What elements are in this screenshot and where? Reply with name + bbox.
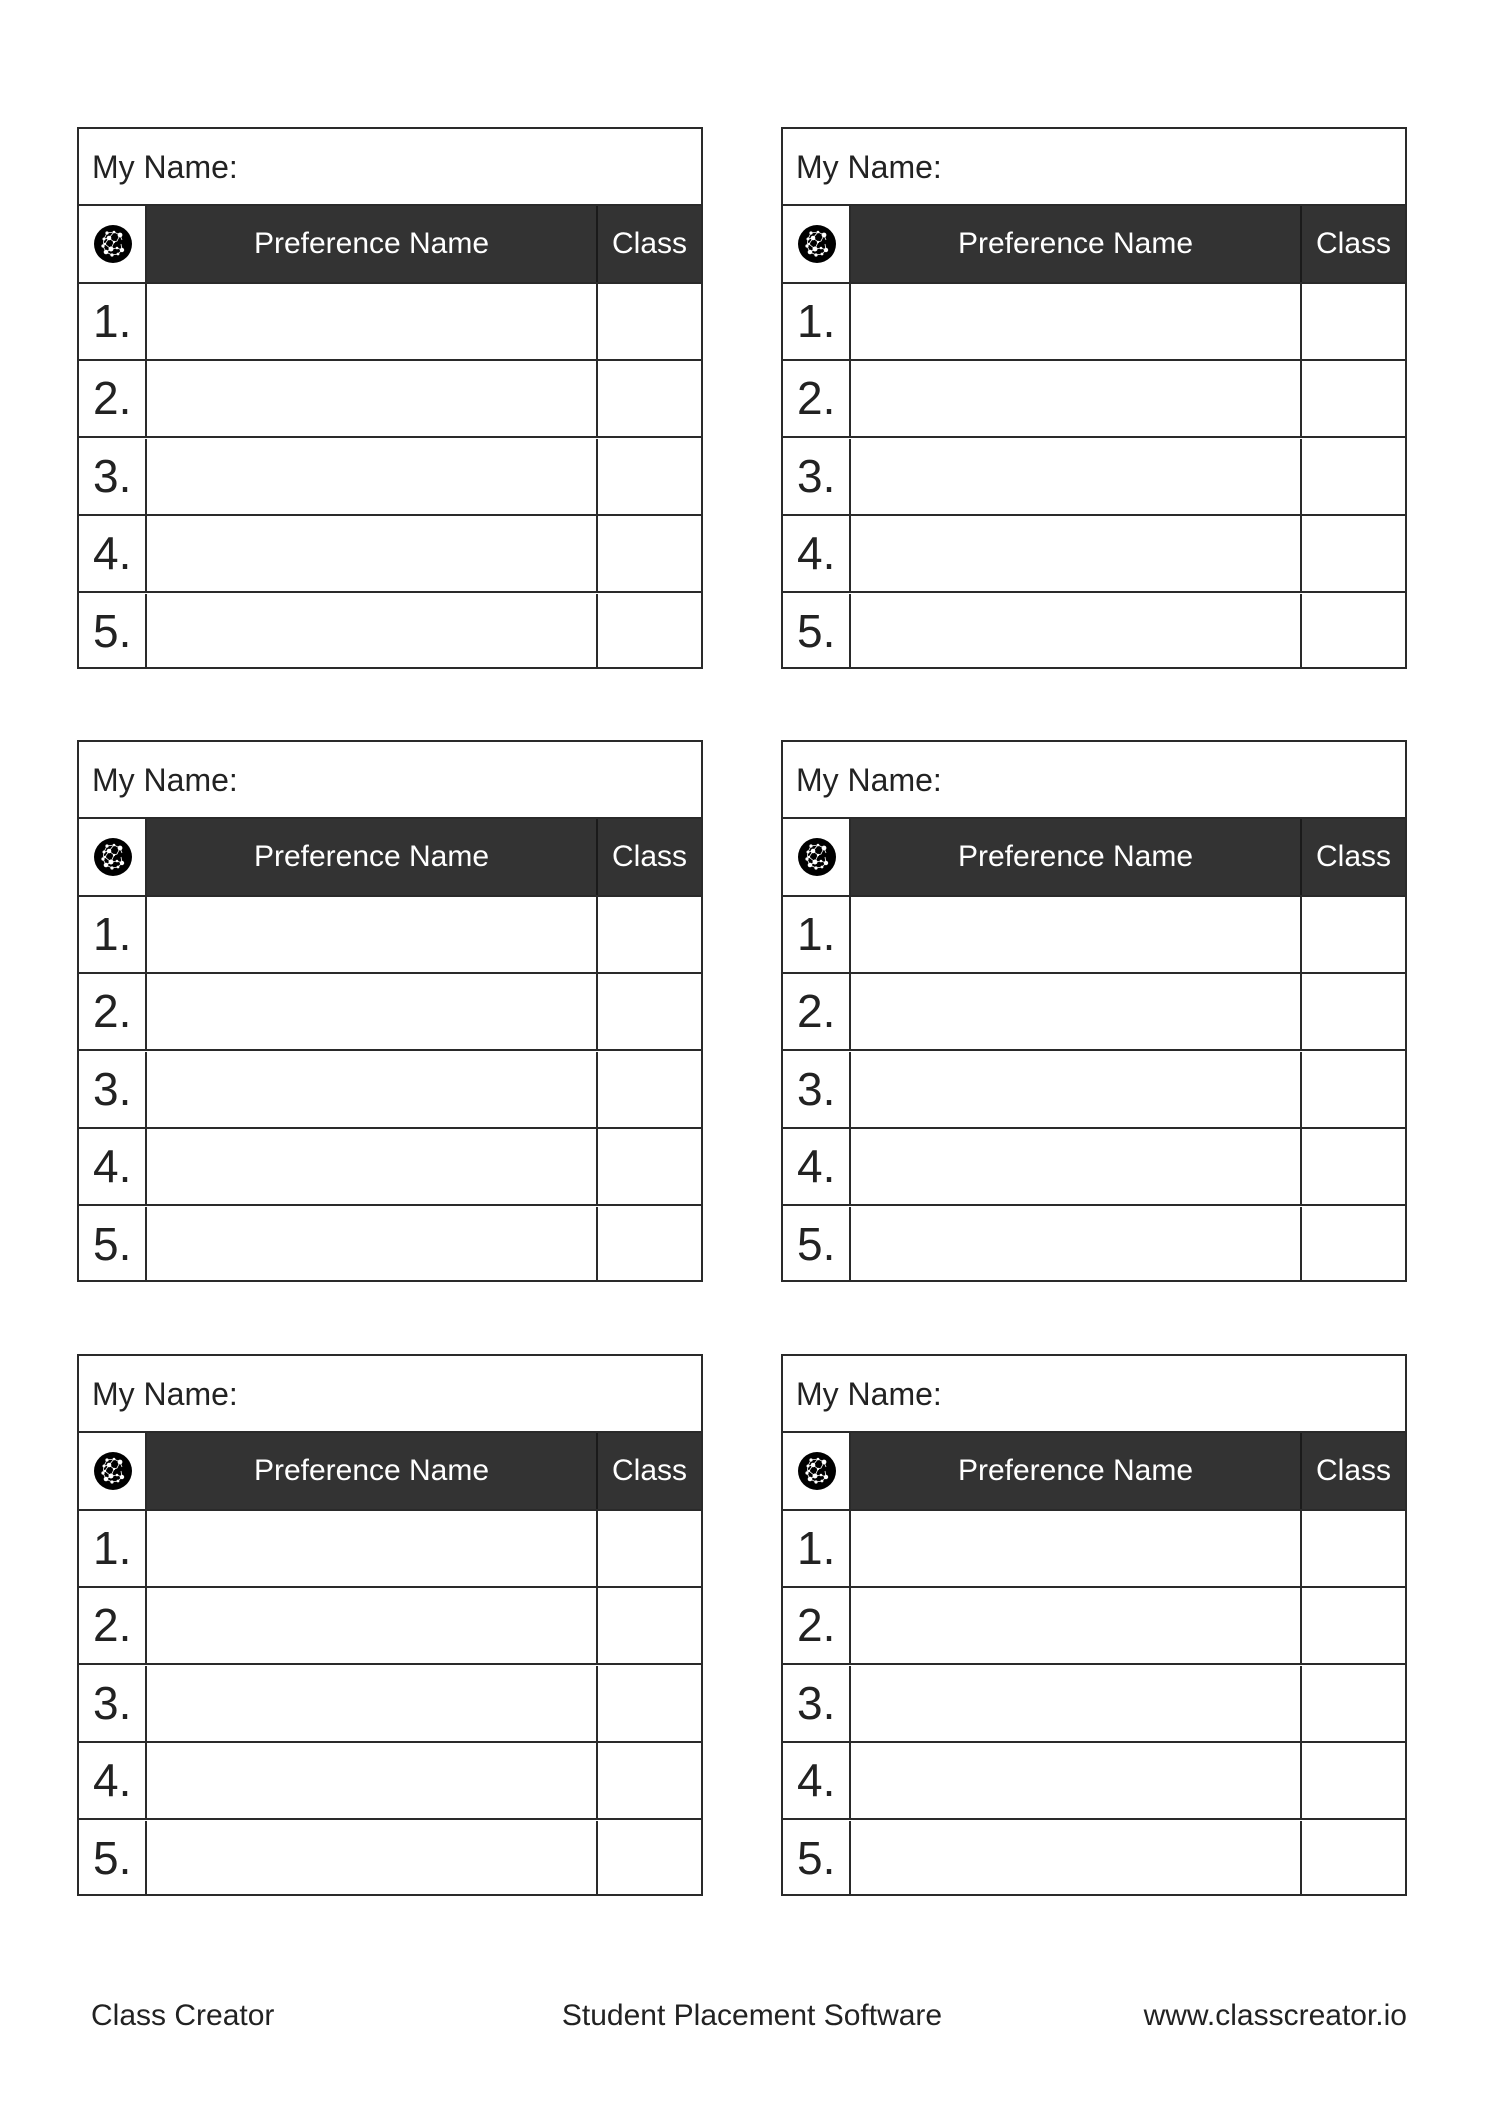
table-row bbox=[79, 1207, 701, 1284]
preference-name-cell[interactable] bbox=[147, 1821, 598, 1896]
row-number-cell bbox=[79, 1207, 147, 1282]
preference-name-cell[interactable] bbox=[147, 1511, 598, 1586]
logo-cell bbox=[79, 206, 147, 282]
row-number: 1. bbox=[797, 908, 836, 960]
row-number: 1. bbox=[93, 908, 132, 960]
table-header bbox=[79, 819, 701, 897]
row-number-cell bbox=[783, 1129, 851, 1204]
row-number: 5. bbox=[797, 1218, 836, 1270]
table-row bbox=[79, 1821, 701, 1898]
row-number: 1. bbox=[797, 295, 836, 347]
preference-name-cell[interactable] bbox=[851, 516, 1302, 591]
table-row bbox=[79, 1511, 701, 1588]
class-cell[interactable] bbox=[1302, 439, 1405, 514]
table-row bbox=[79, 1588, 701, 1665]
row-number-cell bbox=[79, 1129, 147, 1204]
footer-website-link[interactable]: www.classcreator.io bbox=[1143, 1999, 1407, 2032]
row-number: 3. bbox=[797, 450, 836, 502]
class-header: Class bbox=[598, 1433, 701, 1509]
table-row bbox=[783, 284, 1405, 361]
row-number: 2. bbox=[93, 372, 132, 424]
row-number: 3. bbox=[93, 1063, 132, 1115]
preference-name-header: Preference Name bbox=[851, 819, 1302, 895]
preference-name-cell[interactable] bbox=[851, 1129, 1302, 1204]
row-number: 2. bbox=[93, 1599, 132, 1651]
table-row bbox=[79, 1666, 701, 1743]
row-number: 3. bbox=[93, 450, 132, 502]
preference-name-cell[interactable] bbox=[851, 1821, 1302, 1896]
class-header: Class bbox=[1302, 206, 1405, 282]
class-creator-logo-icon bbox=[93, 224, 133, 264]
table-header bbox=[79, 1433, 701, 1511]
class-cell[interactable] bbox=[1302, 974, 1405, 1049]
preference-name-cell[interactable] bbox=[147, 361, 598, 436]
row-number: 2. bbox=[797, 985, 836, 1037]
table-row bbox=[79, 284, 701, 361]
row-number-cell bbox=[79, 1588, 147, 1663]
table-row bbox=[783, 974, 1405, 1051]
row-number-cell bbox=[79, 1511, 147, 1586]
class-cell[interactable] bbox=[1302, 1666, 1405, 1741]
class-cell[interactable] bbox=[598, 1129, 701, 1204]
table-row bbox=[79, 594, 701, 671]
my-name-field[interactable] bbox=[783, 742, 1405, 819]
class-cell[interactable] bbox=[598, 516, 701, 591]
row-number-cell bbox=[79, 974, 147, 1049]
class-cell[interactable] bbox=[598, 1743, 701, 1818]
row-number: 4. bbox=[797, 1754, 836, 1806]
table-row bbox=[783, 1207, 1405, 1284]
row-number: 2. bbox=[93, 985, 132, 1037]
row-number-cell bbox=[783, 1052, 851, 1127]
preference-name-cell[interactable] bbox=[147, 1207, 598, 1282]
table-row bbox=[783, 1511, 1405, 1588]
class-cell[interactable] bbox=[598, 1588, 701, 1663]
preference-name-cell[interactable] bbox=[147, 516, 598, 591]
class-cell[interactable] bbox=[598, 1666, 701, 1741]
row-number: 3. bbox=[797, 1063, 836, 1115]
row-number: 2. bbox=[797, 372, 836, 424]
logo-cell bbox=[783, 819, 851, 895]
row-number-cell bbox=[783, 1588, 851, 1663]
row-number-cell bbox=[783, 439, 851, 514]
row-number-cell bbox=[783, 361, 851, 436]
class-cell[interactable] bbox=[598, 1511, 701, 1586]
my-name-field[interactable] bbox=[79, 129, 701, 206]
preference-name-header: Preference Name bbox=[851, 1433, 1302, 1509]
class-creator-logo-icon bbox=[93, 837, 133, 877]
table-row bbox=[79, 361, 701, 438]
row-number: 4. bbox=[93, 527, 132, 579]
row-number: 1. bbox=[93, 1522, 132, 1574]
row-number-cell bbox=[783, 1666, 851, 1741]
table-row bbox=[783, 897, 1405, 974]
class-cell[interactable] bbox=[1302, 1052, 1405, 1127]
table-row bbox=[783, 516, 1405, 593]
table-header bbox=[783, 206, 1405, 284]
table-row bbox=[783, 1821, 1405, 1898]
table-header bbox=[783, 819, 1405, 897]
row-number-cell bbox=[79, 1821, 147, 1896]
row-number-cell bbox=[79, 897, 147, 972]
preference-name-cell[interactable] bbox=[147, 284, 598, 359]
row-number-cell bbox=[79, 1666, 147, 1741]
preference-name-cell[interactable] bbox=[147, 1743, 598, 1818]
class-cell[interactable] bbox=[598, 439, 701, 514]
footer-tagline-text: Student Placement Software bbox=[561, 1999, 943, 2032]
class-cell[interactable] bbox=[1302, 516, 1405, 591]
table-row bbox=[783, 1052, 1405, 1129]
preference-name-cell[interactable] bbox=[147, 439, 598, 514]
preference-card bbox=[781, 127, 1407, 669]
my-name-field[interactable] bbox=[79, 742, 701, 819]
row-number: 5. bbox=[93, 605, 132, 657]
logo-cell bbox=[79, 1433, 147, 1509]
row-number: 1. bbox=[93, 295, 132, 347]
row-number-cell bbox=[783, 1207, 851, 1282]
class-cell[interactable] bbox=[1302, 361, 1405, 436]
preference-name-cell[interactable] bbox=[147, 1588, 598, 1663]
row-number-cell bbox=[783, 594, 851, 669]
preference-name-cell[interactable] bbox=[851, 1743, 1302, 1818]
class-creator-logo-icon bbox=[797, 1451, 837, 1491]
table-row bbox=[783, 1666, 1405, 1743]
my-name-label: My Name: bbox=[92, 1376, 238, 1412]
class-header: Class bbox=[598, 206, 701, 282]
table-row bbox=[79, 1743, 701, 1820]
my-name-label: My Name: bbox=[92, 149, 238, 185]
class-cell[interactable] bbox=[1302, 1129, 1405, 1204]
class-header: Class bbox=[1302, 1433, 1405, 1509]
row-number: 4. bbox=[93, 1140, 132, 1192]
class-cell[interactable] bbox=[1302, 1511, 1405, 1586]
preference-name-header: Preference Name bbox=[147, 1433, 598, 1509]
my-name-label: My Name: bbox=[796, 149, 942, 185]
class-cell[interactable] bbox=[1302, 284, 1405, 359]
class-cell[interactable] bbox=[1302, 1588, 1405, 1663]
table-row bbox=[783, 594, 1405, 671]
preference-card bbox=[77, 127, 703, 669]
class-cell[interactable] bbox=[598, 1821, 701, 1896]
row-number-cell bbox=[79, 516, 147, 591]
table-header bbox=[783, 1433, 1405, 1511]
table-row bbox=[79, 974, 701, 1051]
logo-cell bbox=[79, 819, 147, 895]
table-row bbox=[79, 516, 701, 593]
class-creator-logo-icon bbox=[797, 837, 837, 877]
class-header: Class bbox=[1302, 819, 1405, 895]
class-cell[interactable] bbox=[1302, 897, 1405, 972]
row-number: 4. bbox=[797, 1140, 836, 1192]
class-cell[interactable] bbox=[598, 594, 701, 669]
preference-name-header: Preference Name bbox=[851, 206, 1302, 282]
preference-name-cell[interactable] bbox=[851, 897, 1302, 972]
row-number: 5. bbox=[797, 1832, 836, 1884]
row-number-cell bbox=[79, 594, 147, 669]
row-number-cell bbox=[783, 1511, 851, 1586]
row-number: 3. bbox=[797, 1677, 836, 1729]
my-name-label: My Name: bbox=[796, 1376, 942, 1412]
preference-name-cell[interactable] bbox=[851, 1052, 1302, 1127]
row-number: 4. bbox=[797, 527, 836, 579]
row-number: 3. bbox=[93, 1677, 132, 1729]
preference-name-cell[interactable] bbox=[147, 594, 598, 669]
logo-cell bbox=[783, 206, 851, 282]
row-number-cell bbox=[79, 1052, 147, 1127]
preference-name-cell[interactable] bbox=[851, 361, 1302, 436]
table-row bbox=[783, 1743, 1405, 1820]
preference-name-cell[interactable] bbox=[851, 1207, 1302, 1282]
preference-name-cell[interactable] bbox=[851, 1511, 1302, 1586]
row-number-cell bbox=[783, 284, 851, 359]
preference-name-header: Preference Name bbox=[147, 819, 598, 895]
table-row bbox=[79, 439, 701, 516]
table-row bbox=[783, 439, 1405, 516]
preference-name-cell[interactable] bbox=[147, 1052, 598, 1127]
preference-name-cell[interactable] bbox=[851, 439, 1302, 514]
my-name-label: My Name: bbox=[92, 762, 238, 798]
row-number-cell bbox=[79, 439, 147, 514]
table-row bbox=[783, 1129, 1405, 1206]
class-cell[interactable] bbox=[598, 974, 701, 1049]
table-row bbox=[783, 1588, 1405, 1665]
preference-name-cell[interactable] bbox=[851, 1588, 1302, 1663]
class-header: Class bbox=[598, 819, 701, 895]
preference-name-cell[interactable] bbox=[851, 974, 1302, 1049]
class-cell[interactable] bbox=[598, 1052, 701, 1127]
class-cell[interactable] bbox=[1302, 1821, 1405, 1896]
logo-cell bbox=[783, 1433, 851, 1509]
my-name-label: My Name: bbox=[796, 762, 942, 798]
row-number: 4. bbox=[93, 1754, 132, 1806]
preference-name-cell[interactable] bbox=[147, 1129, 598, 1204]
row-number-cell bbox=[783, 897, 851, 972]
my-name-field[interactable] bbox=[783, 129, 1405, 206]
footer-brand: Class Creator bbox=[91, 1999, 275, 2032]
class-cell[interactable] bbox=[598, 361, 701, 436]
row-number: 2. bbox=[797, 1599, 836, 1651]
row-number-cell bbox=[79, 284, 147, 359]
preference-card bbox=[77, 1354, 703, 1896]
class-creator-logo-icon bbox=[93, 1451, 133, 1491]
table-row bbox=[783, 361, 1405, 438]
table-row bbox=[79, 897, 701, 974]
class-cell[interactable] bbox=[1302, 594, 1405, 669]
class-cell[interactable] bbox=[598, 897, 701, 972]
row-number-cell bbox=[783, 1743, 851, 1818]
row-number-cell bbox=[783, 1821, 851, 1896]
row-number: 1. bbox=[797, 1522, 836, 1574]
row-number: 5. bbox=[93, 1832, 132, 1884]
table-row bbox=[79, 1129, 701, 1206]
row-number-cell bbox=[783, 974, 851, 1049]
preference-name-cell[interactable] bbox=[851, 594, 1302, 669]
preference-name-cell[interactable] bbox=[147, 897, 598, 972]
preference-name-header: Preference Name bbox=[147, 206, 598, 282]
class-cell[interactable] bbox=[598, 284, 701, 359]
class-cell[interactable] bbox=[598, 1207, 701, 1282]
my-name-field[interactable] bbox=[79, 1356, 701, 1433]
row-number-cell bbox=[79, 361, 147, 436]
row-number-cell bbox=[79, 1743, 147, 1818]
preference-name-cell[interactable] bbox=[147, 974, 598, 1049]
preference-card bbox=[781, 740, 1407, 1282]
my-name-field[interactable] bbox=[783, 1356, 1405, 1433]
row-number: 5. bbox=[93, 1218, 132, 1270]
class-creator-logo-icon bbox=[797, 224, 837, 264]
table-header bbox=[79, 206, 701, 284]
preference-card bbox=[781, 1354, 1407, 1896]
table-row bbox=[79, 1052, 701, 1129]
preference-name-cell[interactable] bbox=[851, 284, 1302, 359]
class-cell[interactable] bbox=[1302, 1207, 1405, 1282]
preference-name-cell[interactable] bbox=[147, 1666, 598, 1741]
preference-card bbox=[77, 740, 703, 1282]
row-number: 5. bbox=[797, 605, 836, 657]
preference-name-cell[interactable] bbox=[851, 1666, 1302, 1741]
class-cell[interactable] bbox=[1302, 1743, 1405, 1818]
row-number-cell bbox=[783, 516, 851, 591]
